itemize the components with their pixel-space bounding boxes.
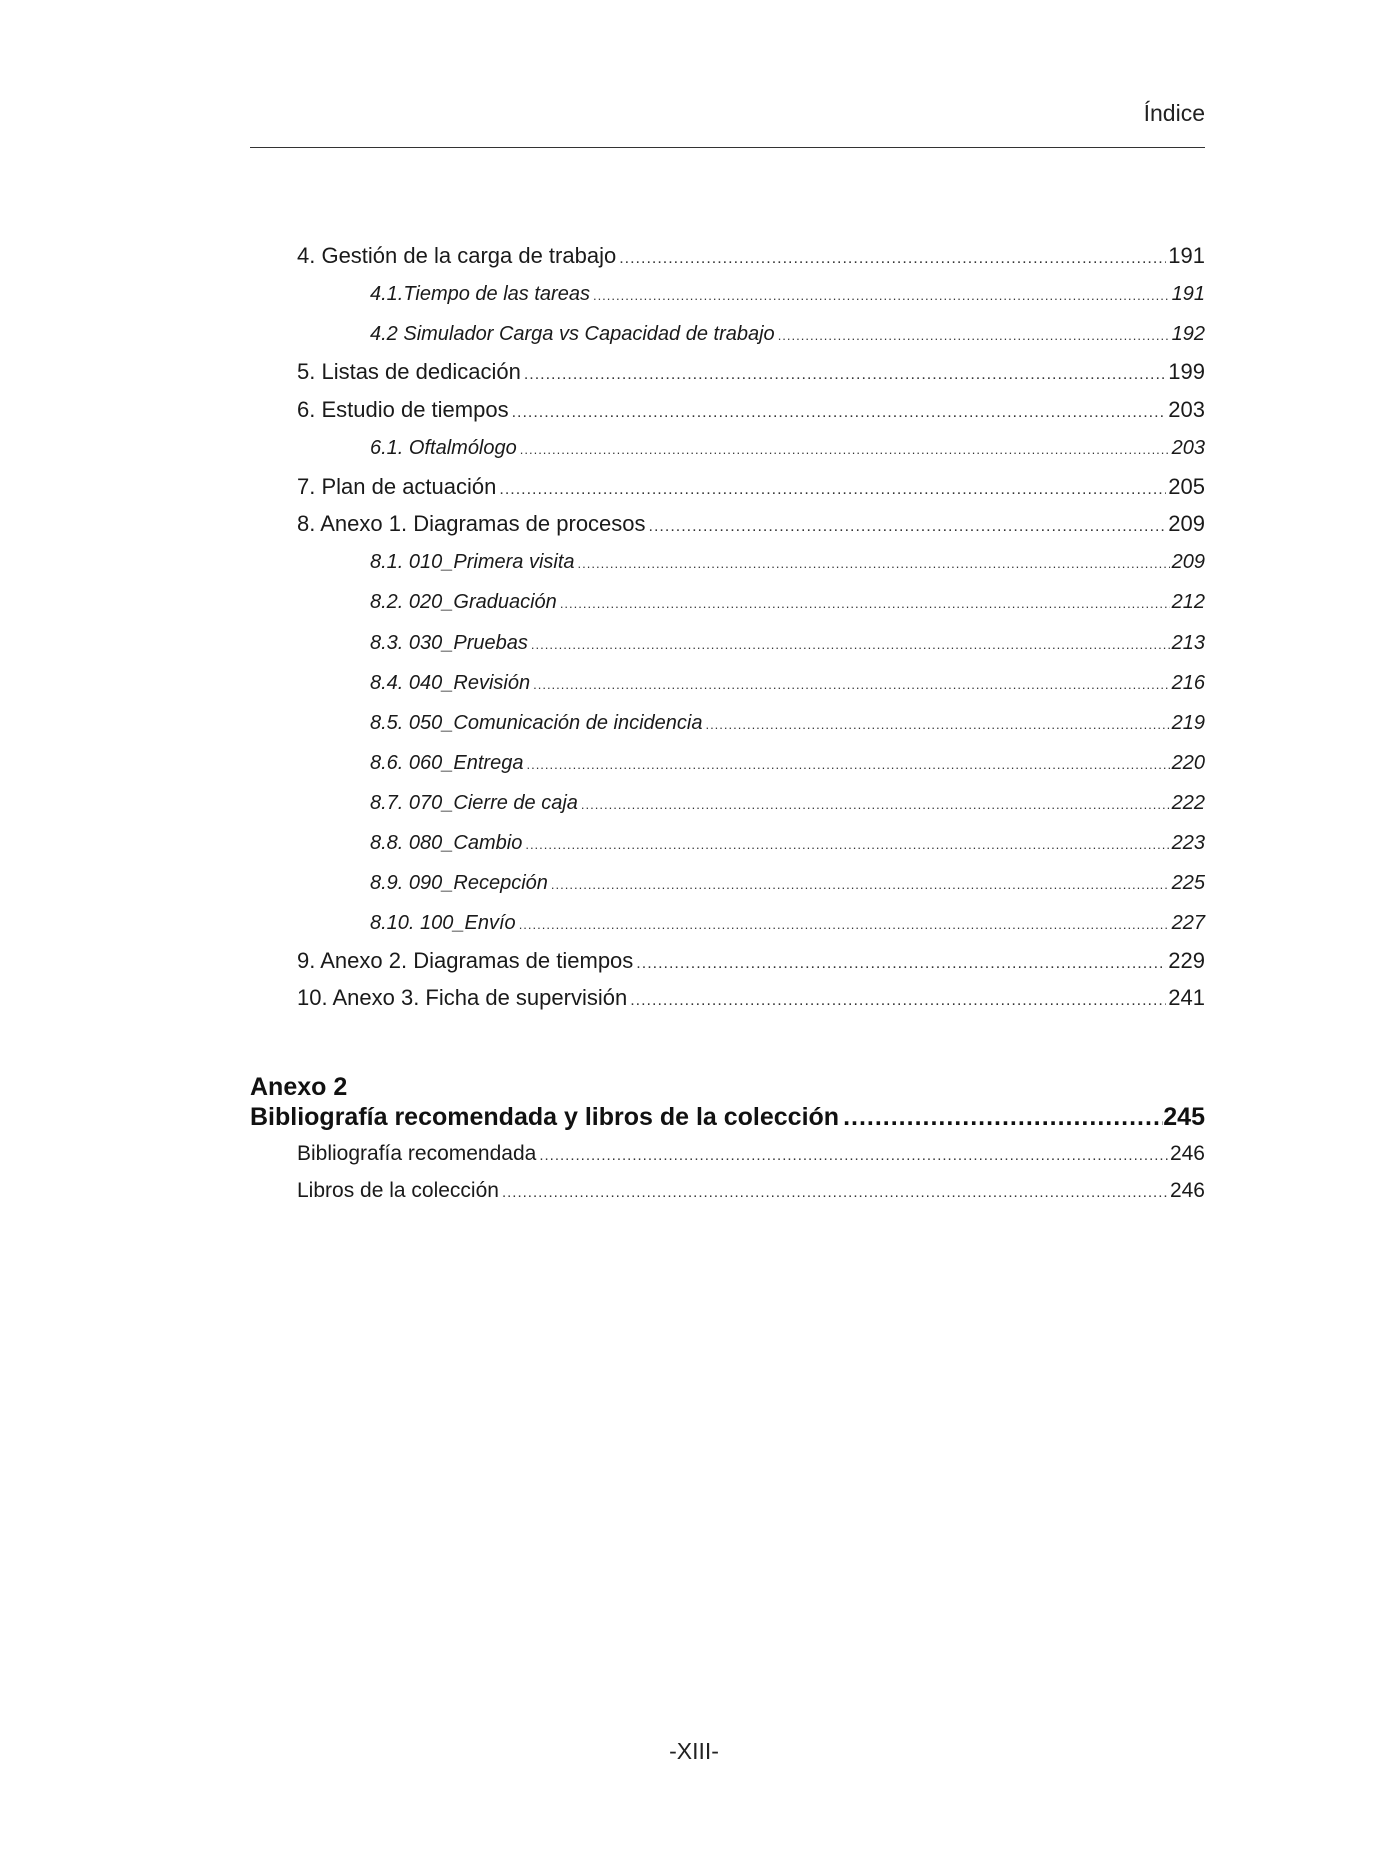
dot-leader bbox=[519, 917, 1170, 932]
toc-entry-label: 5. Listas de dedicación bbox=[297, 359, 521, 384]
toc-entry-label: 4. Gestión de la carga de trabajo bbox=[297, 243, 617, 268]
toc-entry bbox=[297, 511, 1205, 541]
toc-entry-label: 6. Estudio de tiempos bbox=[297, 397, 509, 422]
toc-subentry bbox=[370, 912, 1205, 942]
dot-leader bbox=[520, 442, 1170, 457]
toc-subentry bbox=[370, 832, 1205, 862]
toc-entry-page: 222 bbox=[1171, 792, 1205, 814]
dot-leader bbox=[526, 757, 1169, 772]
toc-subentry bbox=[370, 712, 1205, 742]
running-header: Índice bbox=[1143, 100, 1205, 126]
toc-entry-page: 227 bbox=[1171, 912, 1205, 934]
dot-leader bbox=[502, 1184, 1168, 1201]
toc-entry-label: 8.5. 050_Comunicación de incidencia bbox=[370, 712, 703, 734]
toc-entry-page: 203 bbox=[1171, 437, 1205, 459]
toc-entry-page: 203 bbox=[1168, 397, 1205, 422]
dot-leader bbox=[630, 992, 1166, 1010]
toc-subentry bbox=[370, 437, 1205, 467]
toc-subentry bbox=[370, 551, 1205, 581]
toc-entry bbox=[297, 359, 1205, 389]
toc-entry-page: 216 bbox=[1171, 672, 1205, 694]
table-of-contents bbox=[250, 0, 1205, 1861]
annex-entry-label: Libros de la colección bbox=[297, 1179, 499, 1202]
toc-entry-page: 229 bbox=[1168, 948, 1205, 973]
dot-leader bbox=[581, 797, 1170, 812]
toc-entry-page: 241 bbox=[1168, 985, 1205, 1010]
annex-entry bbox=[297, 1179, 1205, 1209]
annex-title: Anexo 2 bbox=[250, 1073, 348, 1101]
toc-entry-page: 212 bbox=[1171, 591, 1205, 613]
toc-entry-page: 219 bbox=[1171, 712, 1205, 734]
toc-subentry bbox=[370, 283, 1205, 313]
toc-subentry bbox=[370, 752, 1205, 782]
toc-entry-page: 225 bbox=[1171, 872, 1205, 894]
toc-entry-label: 10. Anexo 3. Ficha de supervisión bbox=[297, 985, 628, 1010]
toc-entry bbox=[297, 948, 1205, 978]
toc-entry-page: 223 bbox=[1171, 832, 1205, 854]
toc-entry-label: 8.7. 070_Cierre de caja bbox=[370, 792, 578, 814]
toc-subentry bbox=[370, 872, 1205, 902]
toc-entry-label: 9. Anexo 2. Diagramas de tiempos bbox=[297, 948, 634, 973]
toc-entry-page: 213 bbox=[1171, 632, 1205, 654]
toc-entry-page: 192 bbox=[1171, 323, 1205, 345]
toc-entry-label: 8.6. 060_Entrega bbox=[370, 752, 524, 774]
dot-leader bbox=[525, 837, 1169, 852]
toc-subentry bbox=[370, 672, 1205, 702]
dot-leader bbox=[551, 877, 1170, 892]
dot-leader bbox=[533, 677, 1170, 692]
toc-entry-label: 8.10. 100_Envío bbox=[370, 912, 516, 934]
toc-subentry bbox=[370, 792, 1205, 822]
toc-entry-label: 8.2. 020_Graduación bbox=[370, 591, 557, 613]
dot-leader bbox=[531, 637, 1170, 652]
dot-leader bbox=[619, 250, 1166, 268]
dot-leader bbox=[524, 366, 1166, 384]
annex-entry-page: 246 bbox=[1169, 1179, 1205, 1202]
toc-entry-page: 205 bbox=[1168, 474, 1205, 499]
dot-leader bbox=[636, 955, 1166, 973]
dot-leader bbox=[539, 1147, 1168, 1164]
dot-leader bbox=[578, 556, 1170, 571]
toc-entry-label: 8.9. 090_Recepción bbox=[370, 872, 548, 894]
toc-entry-page: 220 bbox=[1171, 752, 1205, 774]
annex-heading bbox=[250, 1103, 1205, 1132]
toc-entry-label: 8.1. 010_Primera visita bbox=[370, 551, 575, 573]
toc-entry bbox=[297, 397, 1205, 427]
dot-leader bbox=[649, 518, 1167, 536]
toc-entry bbox=[297, 474, 1205, 504]
toc-entry-label: 4.1.Tiempo de las tareas bbox=[370, 283, 590, 305]
annex-entry-label: Bibliografía recomendada bbox=[297, 1142, 537, 1165]
toc-subentry bbox=[370, 632, 1205, 662]
dot-leader bbox=[843, 1103, 1163, 1132]
toc-entry-label: 8.3. 030_Pruebas bbox=[370, 632, 528, 654]
toc-entry-page: 199 bbox=[1168, 359, 1205, 384]
toc-entry-label: 6.1. Oftalmólogo bbox=[370, 437, 517, 459]
toc-entry-label: 7. Plan de actuación bbox=[297, 474, 497, 499]
toc-entry-page: 191 bbox=[1168, 243, 1205, 268]
toc-entry-page: 209 bbox=[1171, 551, 1205, 573]
dot-leader bbox=[705, 717, 1169, 732]
dot-leader bbox=[593, 288, 1170, 303]
toc-entry-label: 8. Anexo 1. Diagramas de procesos bbox=[297, 511, 646, 536]
toc-subentry bbox=[370, 323, 1205, 353]
toc-entry-label: 4.2 Simulador Carga vs Capacidad de trabajo bbox=[370, 323, 775, 345]
toc-entry-page: 191 bbox=[1171, 283, 1205, 305]
toc-subentry bbox=[370, 591, 1205, 621]
dot-leader bbox=[560, 596, 1170, 611]
dot-leader bbox=[778, 328, 1170, 343]
annex-heading-label: Bibliografía recomendada y libros de la colección bbox=[250, 1103, 840, 1131]
toc-entry-label: 8.4. 040_Revisión bbox=[370, 672, 531, 694]
toc-entry bbox=[297, 243, 1205, 273]
dot-leader bbox=[512, 404, 1167, 422]
annex-heading-page: 245 bbox=[1163, 1103, 1205, 1131]
annex-entry bbox=[297, 1142, 1205, 1172]
toc-entry bbox=[297, 985, 1205, 1015]
annex-entry-page: 246 bbox=[1169, 1142, 1205, 1165]
toc-entry-page: 209 bbox=[1168, 511, 1205, 536]
page-folio: -XIII- bbox=[669, 1738, 719, 1764]
dot-leader bbox=[499, 481, 1166, 499]
toc-entry-label: 8.8. 080_Cambio bbox=[370, 832, 523, 854]
